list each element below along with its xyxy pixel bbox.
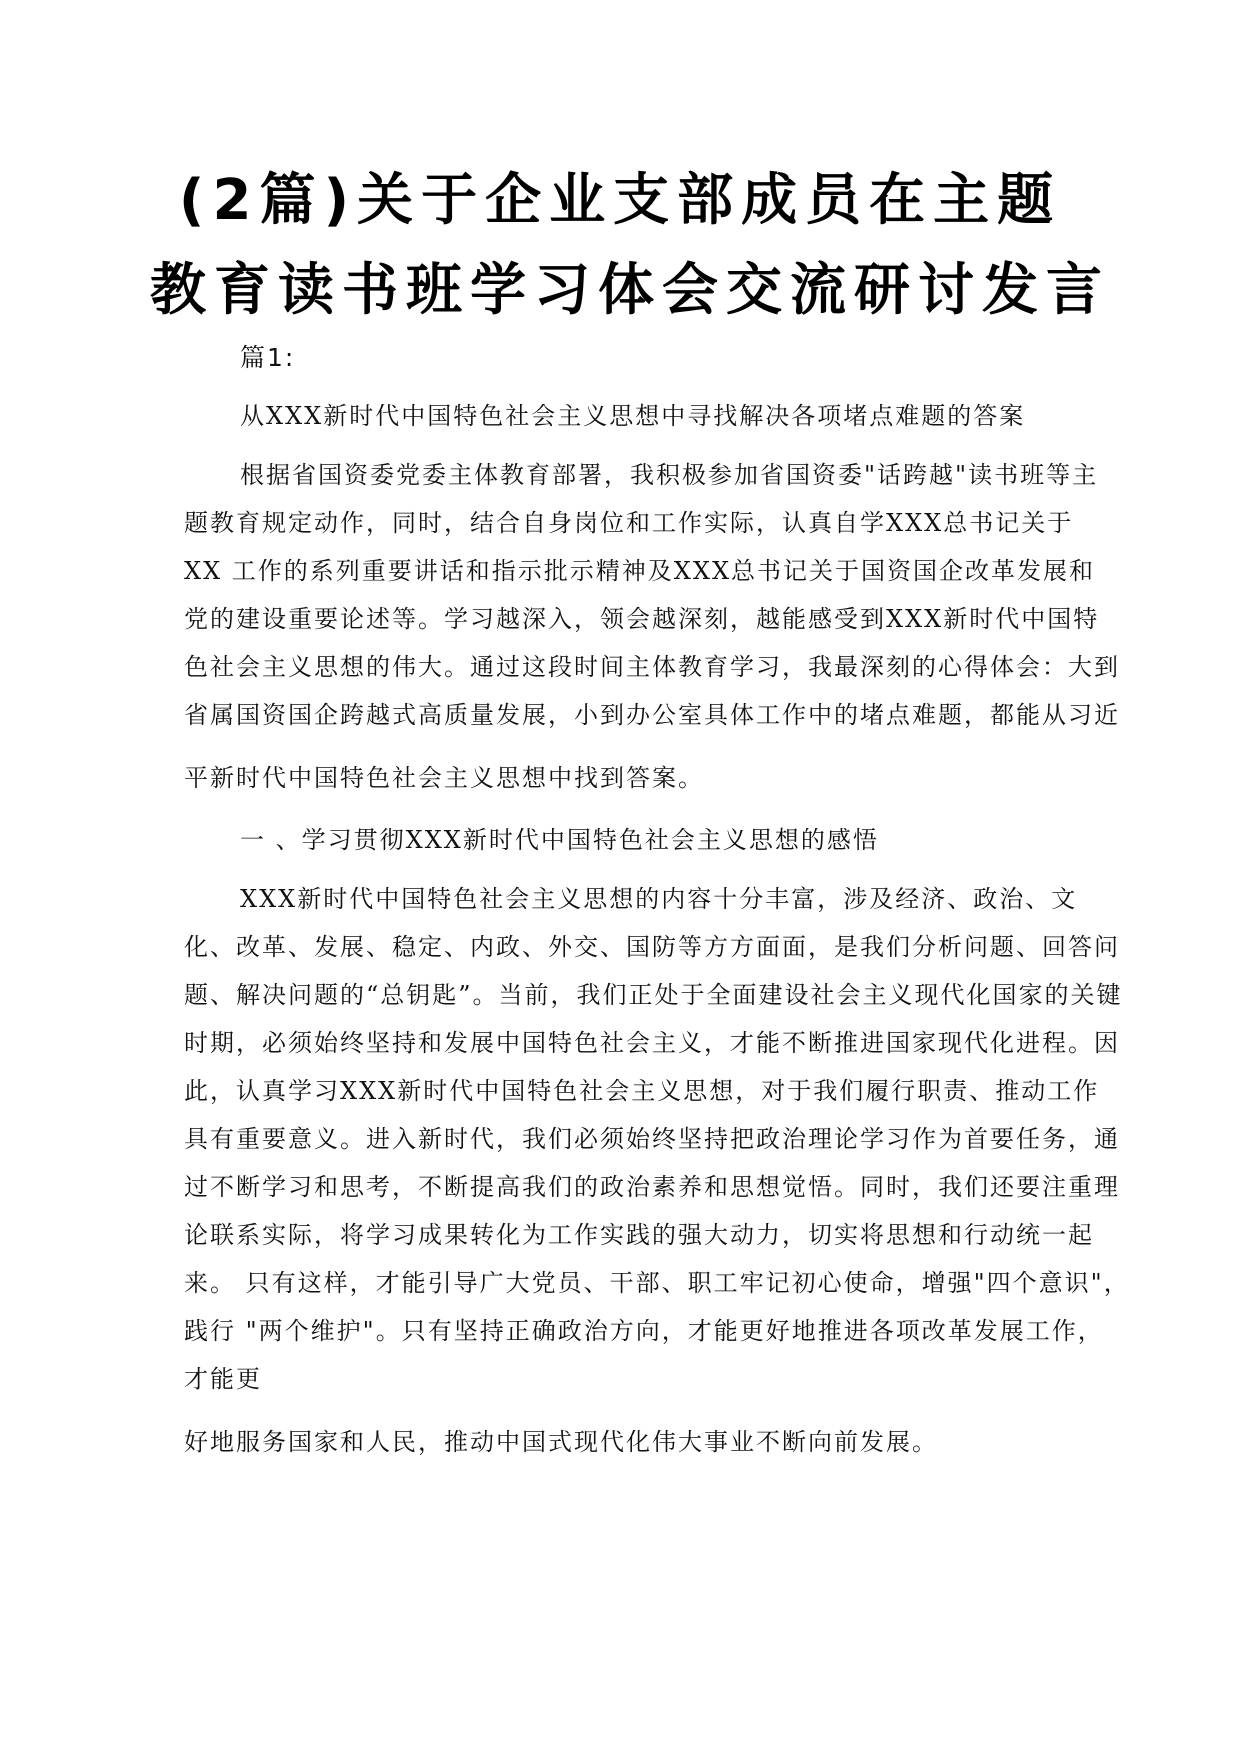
paragraph-1-line: 党的建设重要论述等。学习越深入，领会越深刻，越能感受到XXX新时代中国特 xyxy=(184,605,1100,633)
paragraph-2-line: 具有重要意义。进入新时代，我们必须始终坚持把政治理论学习作为首要任务，通 xyxy=(184,1125,1120,1153)
paragraph-2-line: 好地服务国家和人民，推动中国式现代化伟大事业不断向前发展。 xyxy=(184,1428,938,1456)
paragraph-2-line: 化、改革、发展、稳定、内政、外交、国防等方方面面，是我们分析问题、回答问 xyxy=(184,933,1120,961)
paragraph-1-line: XX 工作的系列重要讲话和指示批示精神及XXX总书记关于国资国企改革发展和 xyxy=(184,557,1096,585)
paragraph-2-line: XXX新时代中国特色社会主义思想的内容十分丰富，涉及经济、政治、文 xyxy=(240,885,1078,913)
paragraph-2-line: 题、解决问题的“总钥匙”。当前，我们正处于全面建设社会主义现代化国家的关键 xyxy=(184,981,1123,1009)
paragraph-1-line: 色社会主义思想的伟大。通过这段时间主体教育学习，我最深刻的心得体会：大到 xyxy=(184,653,1120,681)
paragraph-2-line: 来。 只有这样，才能引导广大党员、干部、职工牢记初心使命，增强"四个意识"， xyxy=(184,1269,1130,1297)
part-label: 篇1: xyxy=(240,343,296,372)
section-heading: 一 、学习贯彻XXX新时代中国特色社会主义思想的感悟 xyxy=(240,826,879,854)
paragraph-2-line: 践行 "两个维护"。只有坚持正确政治方向，才能更好地推进各项改革发展工作， xyxy=(184,1317,1104,1345)
paragraph-2-line: 时期，必须始终坚持和发展中国特色社会主义，才能不断推进国家现代化进程。因 xyxy=(184,1029,1120,1057)
paragraph-1-line: 省属国资国企跨越式高质量发展，小到办公室具体工作中的堵点难题，都能从习近 xyxy=(184,701,1120,729)
paragraph-2-line: 此，认真学习XXX新时代中国特色社会主义思想，对于我们履行职责、推动工作 xyxy=(184,1077,1100,1105)
paragraph-2-line: 论联系实际，将学习成果转化为工作实践的强大动力，切实将思想和行动统一起 xyxy=(184,1221,1094,1249)
paragraph-2-line: 才能更 xyxy=(184,1365,262,1393)
subtitle: 从XXX新时代中国特色社会主义思想中寻找解决各项堵点难题的答案 xyxy=(240,402,1026,430)
document-title-line-1: (2篇)关于企业支部成员在主题 xyxy=(178,168,1062,233)
paragraph-1-line: 题教育规定动作，同时，结合自身岗位和工作实际，认真自学XXX总书记关于 xyxy=(184,509,1074,537)
paragraph-1-line: 根据省国资委党委主体教育部署，我积极参加省国资委"话跨越"读书班等主 xyxy=(240,461,1099,489)
document-title-line-2: 教育读书班学习体会交流研讨发言 xyxy=(150,258,1110,323)
paragraph-2-line: 过不断学习和思考，不断提高我们的政治素养和思想觉悟。同时，我们还要注重理 xyxy=(184,1173,1120,1201)
paragraph-1-line: 平新时代中国特色社会主义思想中找到答案。 xyxy=(184,764,704,792)
